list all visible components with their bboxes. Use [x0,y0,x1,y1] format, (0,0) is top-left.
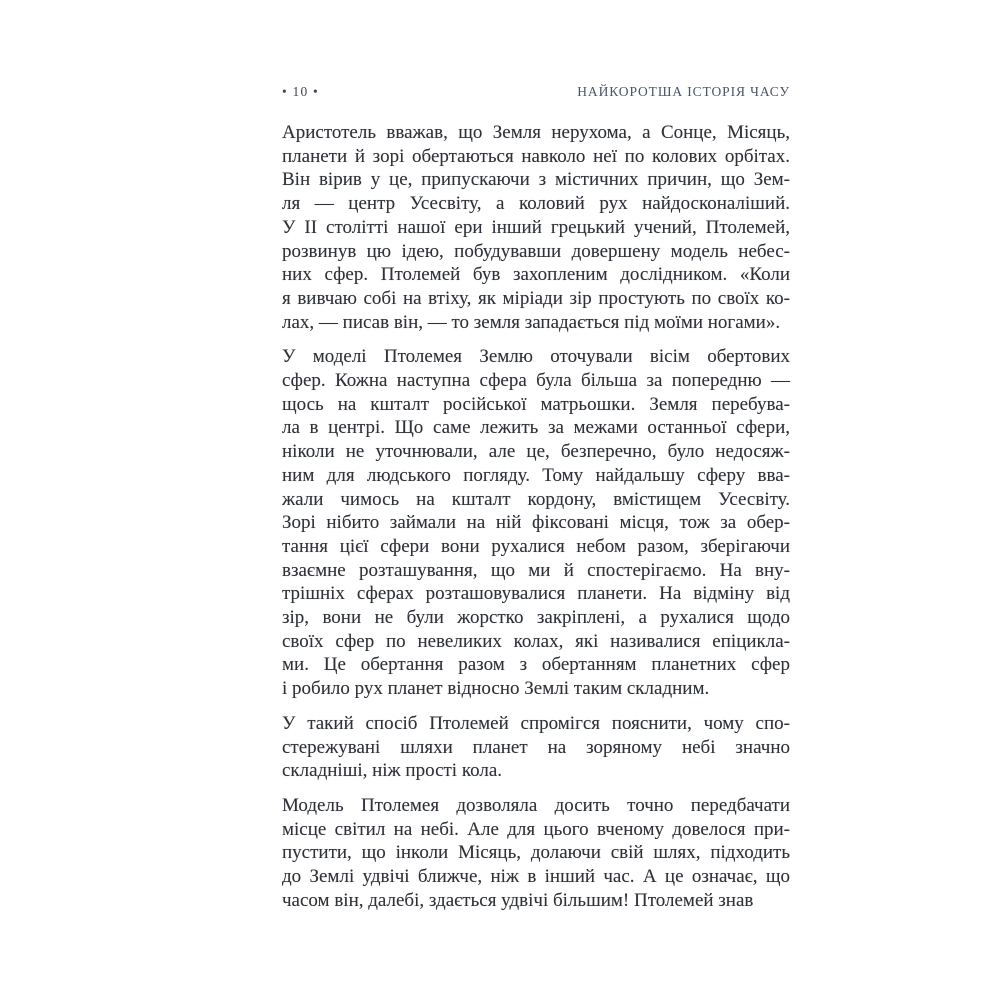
paragraph-line: пустити, що інколи Місяць, долаючи свій шлях, підходить [282,842,790,864]
paragraph-line: до Землі удвічі ближче, ніж в інший час. А це означає, що [282,866,790,888]
paragraph-line: я вивчаю собі на втіху, як міріади зір простують по своїх ко- [282,287,790,309]
paragraph-line: ми. Це обертання разом з обертанням планетних сфер [282,654,790,676]
paragraph-line: Він вірив у це, припускаючи з містичних причин, що Зем- [282,169,790,191]
paragraph-line: Аристотель вважав, що Земля нерухома, а Сонце, Місяць, [282,122,790,143]
paragraph-line: ла в центрі. Що саме лежить за межами останньої сфери, [282,417,790,439]
paragraph [282,121,790,334]
page-content [282,84,790,913]
book-title: НАЙКОРОТША ІСТОРІЯ ЧАСУ [577,84,790,99]
paragraph-line: У моделі Птолемея Землю оточували вісім обертових [282,346,790,368]
running-header [282,84,790,100]
paragraph-line: і робило рух планет відносно Землі таким складним. [282,678,710,700]
paragraph-line: часом він, далебі, здається удвічі більшим! Птолемей знав [282,889,754,911]
body-text [282,121,790,913]
paragraph-line: взаємне розташування, що ми й спостерігаємо. На вну- [282,559,790,581]
paragraph-line: ля — центр Усесвіту, а коловий рух найдосконаліший. [282,193,790,215]
paragraph [282,794,790,913]
paragraph [282,712,790,783]
paragraph-line: лах, — писав він, — то земля западається під моїми ногами». [282,311,781,333]
paragraph-line: місце світил на небі. Але для цього вченому довелося при- [282,818,790,840]
paragraph-line: ніколи не уточнювали, але це, безперечно, було недосяж- [282,441,790,463]
paragraph [282,345,790,701]
page-number: • 10 • [282,84,319,99]
paragraph-line: планети й зорі обертаються навколо неї по колових орбітах. [282,145,790,167]
paragraph-line: зір, вони не були жорстко закріплені, а рухалися щодо [282,607,790,629]
paragraph-line: розвинув цю ідею, побудувавши довершену модель небес- [282,240,790,262]
paragraph-line: жали чимось на кшталт кордону, вмістищем Усесвіту. [282,488,790,510]
paragraph-line: тання цієї сфери вони рухалися небом разом, зберігаючи [282,535,790,557]
paragraph-line: стережувані шляхи планет на зоряному небі значно [282,736,790,758]
paragraph-line: Зорі нібито займали на ній фіксовані місця, тож за обер- [282,512,790,534]
paragraph-line: трішніх сферах розташовувалися планети. На відміну від [282,583,790,605]
paragraph-line: сфер. Кожна наступна сфера була більша за попередню — [282,370,790,392]
paragraph-line: Модель Птолемея дозволяла досить точно передбачати [282,794,790,816]
paragraph-line: них сфер. Птолемей був захопленим дослідником. «Коли [282,264,790,286]
paragraph-line: своїх сфер по невеликих колах, які називалися епіцикла- [282,630,790,652]
paragraph-line: щось на кшталт російської матрьошки. Земля перебува- [282,393,790,415]
paragraph-line: ним для людського погляду. Тому найдальшу сферу вва- [282,464,790,486]
paragraph-line: У II столітті нашої ери інший грецький учений, Птолемей, [282,216,790,238]
paragraph-line: складніші, ніж прості кола. [282,760,503,782]
paragraph-line: У такий спосіб Птолемей спромігся пояснити, чому спо- [282,712,790,734]
